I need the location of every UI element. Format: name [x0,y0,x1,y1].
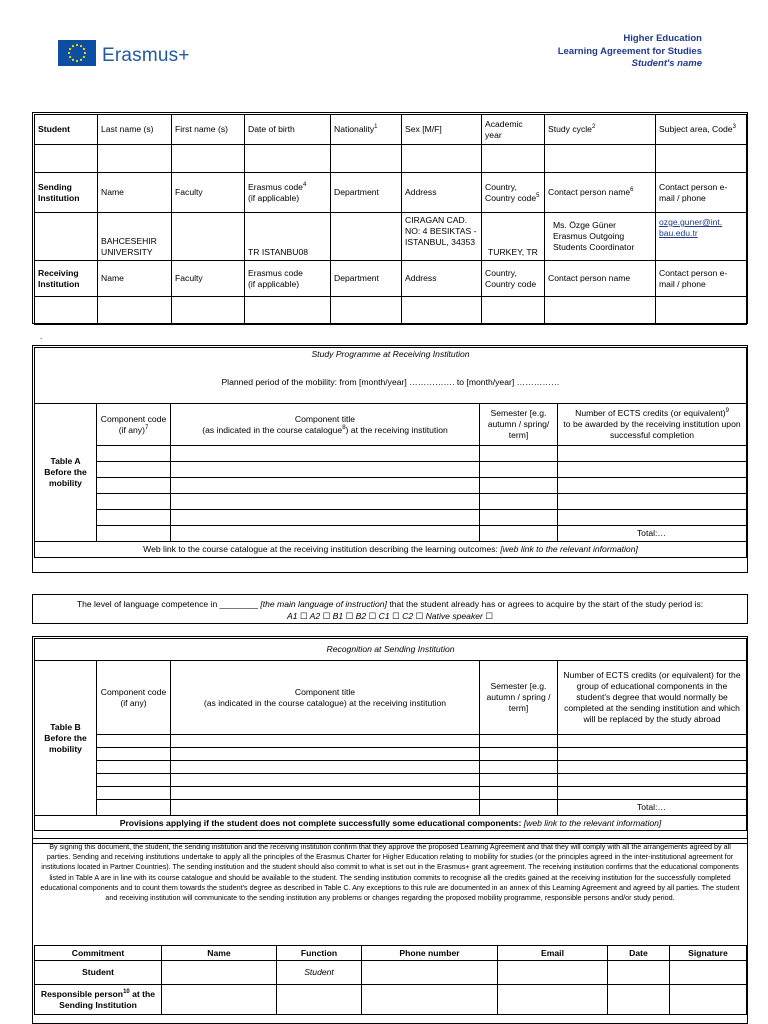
student-name-field[interactable] [162,961,277,985]
receiving-contact-name-field[interactable] [545,297,656,325]
table-row[interactable] [35,510,747,526]
sending-department-label: Department [331,173,402,213]
receiving-contact-name-label: Contact person name [545,261,656,297]
table-a-col-code: Component code (if any)$^7$ [97,404,171,446]
receiving-contact-email-label: Contact person e-mail / phone [656,261,747,297]
table-a-col-title: Component title (as indicated in the course catalogue$^8$) at the receiving institution [171,404,480,446]
receiving-name-field[interactable] [98,297,172,325]
student-function: Student [277,961,362,985]
receiving-faculty-label: Faculty [172,261,245,297]
header-subject-area: Subject area, Code$^3$ [656,115,747,145]
table-row[interactable] [35,462,747,478]
header-dob: Date of birth [245,115,331,145]
sending-country-label: Country, Country code$^5$ [482,173,545,213]
header-nationality: Nationality$^1$ [331,115,402,145]
erasmus-logo [58,40,198,70]
header-study-cycle: Study cycle$^2$ [545,115,656,145]
document-header [558,33,702,71]
sex-field[interactable] [402,145,482,173]
table-b-col-ects: Number of ECTS credits (or equivalent) for the group of educational components in the student's degree that would normally be completed at the sending institution and which will be replaced by the study abroad [558,661,747,735]
planned-period: Planned period of the mobility: from [month/year] ……………. to [month/year] …………… [35,362,747,404]
header-line-3: Student's name [631,58,702,69]
receiving-department-label: Department [331,261,402,297]
language-level-checkboxes[interactable]: A1 ☐ A2 ☐ B1 ☐ B2 ☐ C1 ☐ C2 ☐ Native speaker ☐ [287,611,493,621]
table-row[interactable] [35,494,747,510]
sending-name-label: Name [98,173,172,213]
table-b-label: Table B Before the mobility [35,661,97,816]
sending-country-value: TURKEY, TR [482,213,545,261]
header-sex: Sex [M/F] [402,115,482,145]
table-a [34,347,747,558]
subject-area-field[interactable] [656,145,747,173]
responsible-person-label: Responsible person$^{10}$ at the Sending Institution [35,985,162,1015]
sending-contact-name-value: Ms. Özge Güner Erasmus Outgoing Students Coordinator [545,213,656,261]
name-header: Name [162,946,277,961]
receiving-name-label: Name [98,261,172,297]
commitment-header: Commitment [35,946,162,961]
course-catalogue-weblink: Web link to the course catalogue at the receiving institution describing the learning outcomes: [web link to the relevant information] [35,542,747,558]
header-student: Student [35,115,98,145]
dob-field[interactable] [245,145,331,173]
receiving-contact-email-field[interactable] [656,297,747,325]
table-a-label: Table A Before the mobility [35,404,97,542]
student-date-field[interactable] [608,961,670,985]
language-competence: The level of language competence in ________ [the main language of instruction] that the student already has or agrees to acquire by the start of the study period is: A1 ☐ A2 ☐ B1 ☐ B2 ☐ C1 ☐ C2 ☐ Native speaker ☐ [34,598,746,622]
table-row[interactable] [35,748,747,761]
student-row-label: Student [35,961,162,985]
date-header: Date [608,946,670,961]
nationality-field[interactable] [331,145,402,173]
sending-address-label: Address [402,173,482,213]
receiving-faculty-field[interactable] [172,297,245,325]
header-academic-year: Academic year [482,115,545,145]
study-cycle-field[interactable] [545,145,656,173]
responsible-phone-field[interactable] [362,985,498,1015]
receiving-erasmus-code-label: Erasmus code (if applicable) [245,261,331,297]
commitment-text: By signing this document, the student, the sending institution and the receiving institution confirm that they approve the proposed Learning Agreement and that they will comply with all the arrangements agreed by all parties. Sending and receiving institutions undertake to apply all the principles of the Erasmus Charter for Higher Education relating to mobility for studies (or the principles agreed in the inter-institutional agreement for institutions located in Partner Countries). The sending institution and the student should also commit to what is set out in the Erasmus+ grant agreement. The receiving institution confirms that the educational components listed in Table A are in line with its course catalogue and should be available to the student. The sending institution commits to recognise all the credits gained at the receiving institution for the successfully completed educational components and to count them towards the student's degree as described in Table C. Any exceptions to this rule are documented in an annex of this Learning Agreement and agreed by all parties. The student and receiving institution will communicate to the sending institution any problems or changes regarding the proposed mobility programme, responsible persons and/or study period. [40,842,740,903]
student-institution-table [34,114,747,325]
student-email-field[interactable] [498,961,608,985]
sending-erasmus-code-value: TR ISTANBU08 [245,213,331,261]
receiving-address-label: Address [402,261,482,297]
table-row[interactable] [35,774,747,787]
responsible-date-field[interactable] [608,985,670,1015]
receiving-erasmus-code-field[interactable] [245,297,331,325]
table-b-title: Recognition at Sending Institution [35,639,747,661]
receiving-institution-label: Receiving Institution [35,261,98,297]
table-row[interactable] [35,761,747,774]
responsible-name-field[interactable] [162,985,277,1015]
receiving-department-field[interactable] [331,297,402,325]
responsible-function-field[interactable] [277,985,362,1015]
sending-name-value: BAHCESEHIR UNIVERSITY [98,213,172,261]
sending-erasmus-code-label: Erasmus code$^4$ (if applicable) [245,173,331,213]
first-name-field[interactable] [172,145,245,173]
table-row[interactable] [35,787,747,800]
brand-name: Erasmus+ [102,45,190,66]
header-line-1: Higher Education [623,33,702,44]
table-a-col-ects: Number of ECTS credits (or equivalent)$^9$ to be awarded by the receiving institution upon successful completion [558,404,747,446]
eu-flag-icon [58,40,96,66]
table-row[interactable] [35,446,747,462]
table-b [34,638,747,831]
table-row[interactable] [35,735,747,748]
commitment-table [34,945,747,1015]
sending-contact-email-label: Contact person e-mail / phone [656,173,747,213]
sending-faculty-label: Faculty [172,173,245,213]
responsible-signature-field[interactable] [670,985,747,1015]
sending-address-value: CIRAGAN CAD. NO: 4 BESIKTAS -ISTANBUL, 34353 [402,213,482,261]
table-row[interactable] [35,478,747,494]
sending-institution-label: Sending Institution [35,173,98,213]
table-b-col-semester: Semester [e.g. autumn / spring / term] [480,661,558,735]
phone-header: Phone number [362,946,498,961]
student-phone-field[interactable] [362,961,498,985]
receiving-address-field[interactable] [402,297,482,325]
table-b-total: Total:… [558,800,747,816]
last-name-field[interactable] [98,145,172,173]
function-header: Function [277,946,362,961]
table-a-total: Total:… [558,526,747,542]
receiving-country-field[interactable] [482,297,545,325]
header-last-name: Last name (s) [98,115,172,145]
signature-header: Signature [670,946,747,961]
responsible-email-field[interactable] [498,985,608,1015]
table-b-col-title: Component title (as indicated in the course catalogue) at the receiving institution [171,661,480,735]
header-first-name: First name (s) [172,115,245,145]
sending-contact-name-label: Contact person name$^6$ [545,173,656,213]
student-signature-field[interactable] [670,961,747,985]
table-a-title: Study Programme at Receiving Institution [35,348,747,362]
header-line-2: Learning Agreement for Studies [557,45,702,57]
academic-year-field[interactable] [482,145,545,173]
receiving-country-label: Country, Country code [482,261,545,297]
provisions-text: Provisions applying if the student does not complete successfully some educational components: [web link to the relevant information] [35,816,747,831]
table-a-col-semester: Semester [e.g. autumn / spring/ term] [480,404,558,446]
email-header: Email [498,946,608,961]
stray-dot: . [40,332,43,341]
sending-contact-email-link[interactable]: ozge.guner@int. bau.edu.tr [656,213,747,261]
table-b-col-code: Component code (if any) [97,661,171,735]
